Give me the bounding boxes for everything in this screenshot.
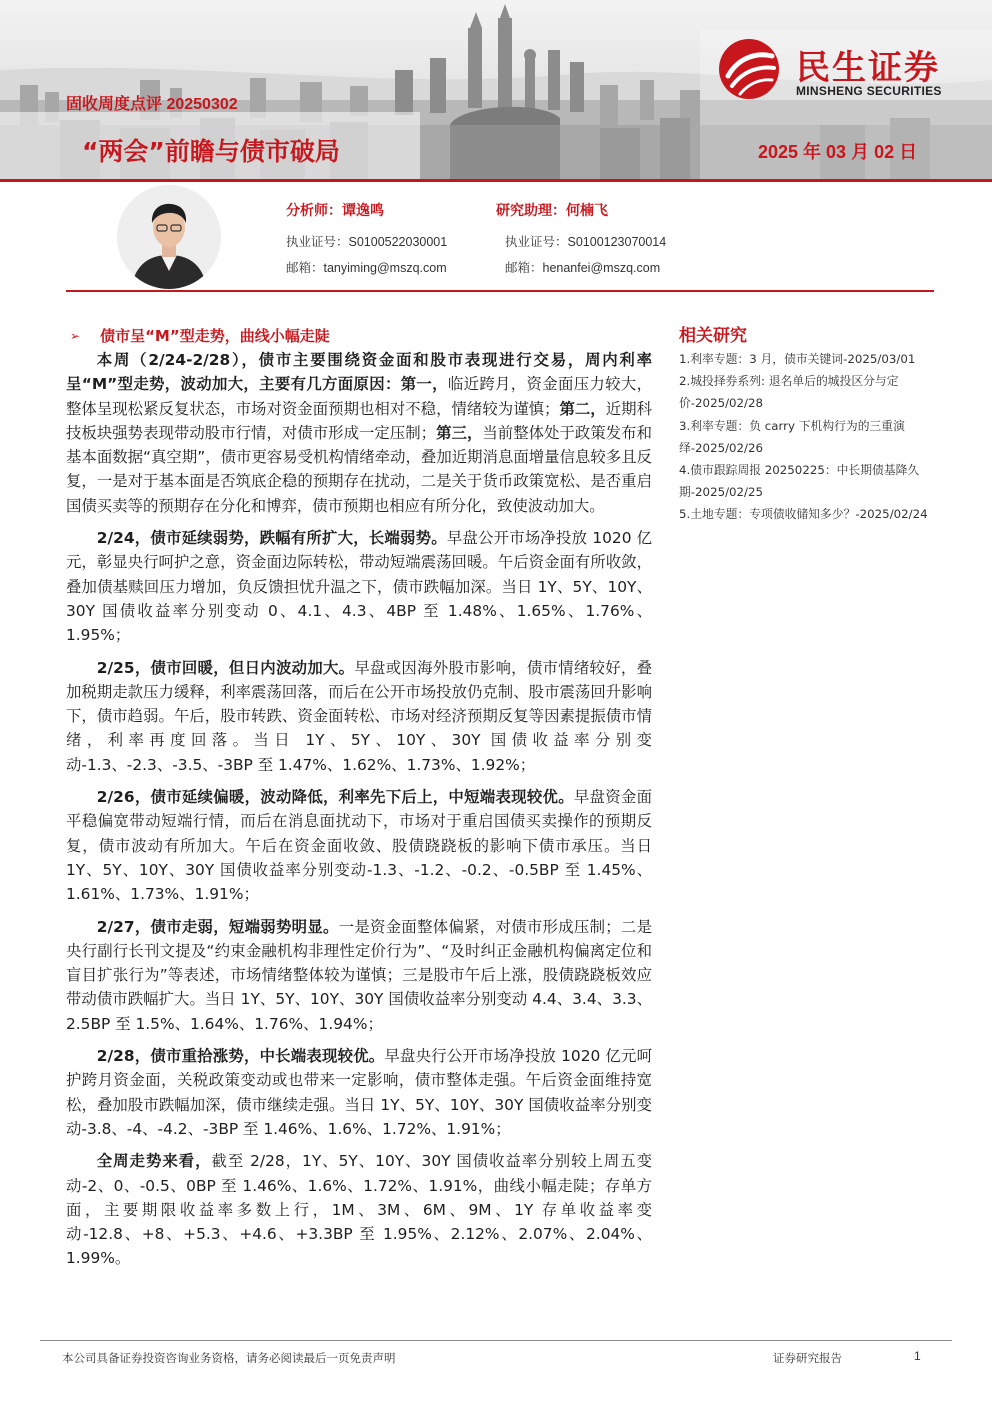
logo-text-en: MINSHENG SECURITIES [796,84,942,98]
footer-doc-type: 证券研究报告 [773,1351,842,1365]
paragraph-lead: 2/28，债市重拾涨势，中长端表现较优。 [96,1047,385,1066]
body-paragraph [66,656,652,777]
assistant-name: 研究助理：何楠飞 [496,202,608,218]
section-heading [70,325,330,346]
analyst-license: 执业证号：S0100522030001 [286,235,448,249]
footer-divider [40,1340,952,1341]
body-paragraph [66,348,652,518]
paragraph-lead: 2/25，债市回暖，但日内波动加大。 [96,658,355,677]
body-paragraph [66,915,652,1036]
section-divider [66,290,934,292]
page-number: 1 [914,1349,921,1363]
analyst-card-primary [286,200,447,274]
minsheng-logo-icon [716,36,786,102]
arrow-bullet-icon: ➢ [70,328,81,343]
paragraph-text: 早盘公开市场净投放 1020 亿元，彰显央行呵护之意，资金面边际转松，带动短端震荡回暖。午后资金面有所收敛，叠加债基赎回压力增加，负反馈担忧升温之下，债市跌幅加深。当日 1Y、5Y、10Y、30Y 国债收益率分别变动 0、4.1、4.3、4BP 至 1.48%、1.65%、1.76%、1.95%； [66,529,653,645]
analyst-card-assistant [496,200,666,274]
body-paragraph [66,1044,652,1141]
paragraph-text: 早盘或因海外股市影响，债市情绪较好，叠加税期走款压力缓释，利率震荡回落，而后在公开市场投放仍克制、股市震荡回升影响下，债市趋弱。午后，股市转跌、资金面转松、市场对经济预期反复等因素提振债市情绪，利率再度回落。当日 1Y、5Y、10Y、30Y 国债收益率分别变动-1.3、-2.3、-3.5、-3BP 至 1.47%、1.62%、1.73%、1.92%； [66,658,652,774]
related-research-list [679,348,931,526]
footer-disclaimer: 本公司具备证券投资咨询业务资格，请务必阅读最后一页免责声明 [62,1351,396,1365]
paragraph-lead: 2/24，债市延续弱势，跌幅有所扩大，长端弱势。 [96,529,447,548]
related-research-item[interactable]: 5.土地专题：专项债收储知多少？-2025/02/24 [679,507,928,522]
analyst-photo [117,185,221,289]
main-body [66,348,652,1279]
logo-text-cn: 民生证券 [796,48,940,88]
related-research-item[interactable]: 4.债市跟踪周报 20250225：中长期债基降久期-2025/02/25 [679,463,920,500]
paragraph-text: 截至 2/28，1Y、5Y、10Y、30Y 国债收益率分别较上周五变动-2、0、-0.5、0BP 至 1.46%、1.6%、1.72%、1.91%，曲线小幅走陡；存单方面，主要期限收益率多数上行，1M、3M、6M、9M、1Y 存单收益率变动-12.8、+8、+5.3、+4.6、+3.3BP 至 1.95%、2.12%、2.07%、2.04%、1.99%。 [66,1152,652,1268]
related-research-title: 相关研究 [679,326,747,346]
paragraph-lead: 2/27，债市走弱，短端弱势明显。 [96,917,339,936]
related-research-item[interactable]: 2.城投择券系列: 退名单后的城投区分与定价-2025/02/28 [679,374,899,411]
paragraph-text: 临近跨月，资金面压力较大，整体呈现松紧反复状态，市场对资金面预期也相对不稳，情绪较为谨慎； [66,375,652,418]
section-heading-text: 债市呈“M”型走势，曲线小幅走陡 [100,327,330,345]
report-type: 固收周度点评 20250302 [66,96,238,113]
company-logo [716,36,966,102]
paragraph-lead: 本周（2/24-2/28），债市主要围绕资金面和股市表现进行交易，周内利率呈“M”型走势，波动加大，主要有几方面原因：第一， [66,351,652,394]
paragraph-lead: 全周走势来看， [96,1152,212,1171]
body-paragraph [66,785,652,906]
related-research-item[interactable]: 1.利率专题：3 月，债市关键词-2025/03/01 [679,352,916,366]
analyst-name: 分析师：谭逸鸣 [286,202,384,218]
banner-divider [0,179,992,182]
assistant-email[interactable]: 邮箱：henanfei@mszq.com [505,261,661,275]
paragraph-lead: 第二， [559,399,606,418]
paragraph-text: 早盘资金面平稳偏宽带动短端行情，而后在消息面扰动下，市场对于重启国债买卖操作的预期反复，债市波动有所加大。午后在资金面收敛、股债跷跷板的影响下债市承压。当日 1Y、5Y、10Y、30Y 国债收益率分别变动-1.3、-1.2、-0.2、-0.5BP 至 1.45%、1.61%、1.73%、1.91%； [66,788,652,904]
paragraph-text: 当前整体处于政策发布和基本面数据“真空期”，债市更容易受机构情绪牵动，叠加近期消息面增量信息较多且反复，一是对于基本面是否筑底企稳的预期存在扰动，二是关于货币政策宽松、是否重启国债买卖等的预期存在分化和博弈，债市预期也相应有所分化，致使波动加大。 [66,423,652,515]
report-title: “两会”前瞻与债市破局 [82,137,340,166]
body-paragraph [66,1149,652,1270]
assistant-license: 执业证号：S0100123070014 [505,235,667,249]
analyst-avatar [117,185,221,289]
report-date: 2025 年 03 月 02 日 [758,142,918,162]
paragraph-lead: 2/26，债市延续偏暖，波动降低，利率先下后上，中短端表现较优。 [96,788,574,807]
paragraph-text: 一是资金面整体偏紧，对债市形成压制；二是央行副行长刊文提及“约束金融机构非理性定价行为”、“及时纠正金融机构偏离定位和盲目扩张行为”等表述，市场情绪整体较为谨慎；三是股市午后上涨，股债跷跷板效应带动债市跌幅扩大。当日 1Y、5Y、10Y、30Y 国债收益率分别变动 4.4、3.4、3.3、2.5BP 至 1.5%、1.64%、1.76%、1.94%； [66,917,652,1033]
analyst-email[interactable]: 邮箱：tanyiming@mszq.com [286,261,447,275]
paragraph-text: 近期科技板块强势表现带动股市行情，对债市形成一定压制； [66,399,652,442]
body-paragraph [66,526,652,647]
related-research-item[interactable]: 3.利率专题：负 carry 下机构行为的三重演绎-2025/02/26 [679,418,905,455]
paragraph-lead: 第三， [436,423,483,442]
header-banner [0,0,992,182]
paragraph-text: 早盘央行公开市场净投放 1020 亿元呵护跨月资金面，关税政策变动或也带来一定影响，债市整体走强。午后资金面维持宽松，叠加股市跌幅加深，债市继续走强。当日 1Y、5Y、10Y、30Y 国债收益率分别变动-3.8、-4、-4.2、-3BP 至 1.46%、1.6%、1.72%、1.91%； [66,1047,653,1138]
